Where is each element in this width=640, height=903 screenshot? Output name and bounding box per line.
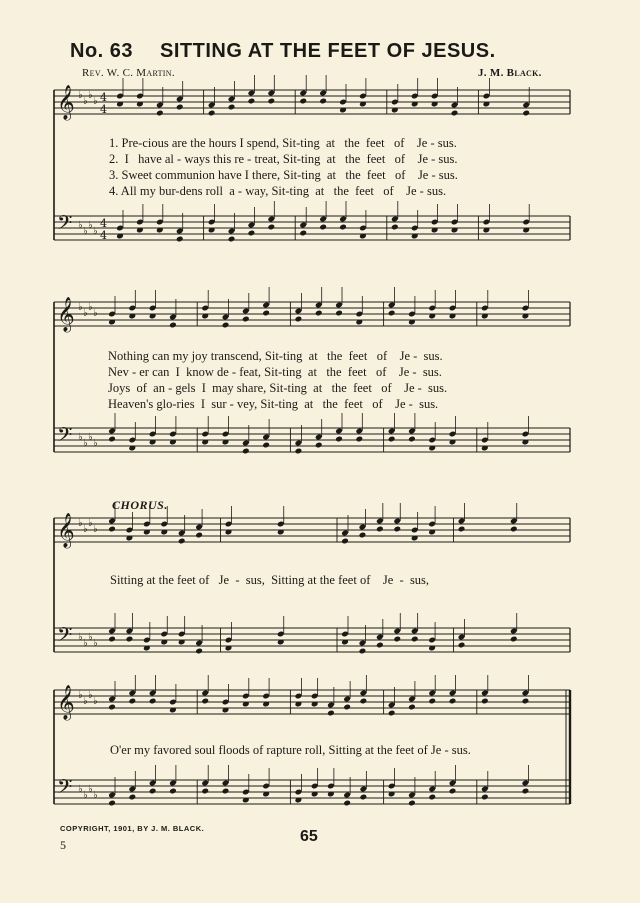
system-3-treble-note	[108, 526, 116, 533]
system-1-flat-sign: ♭	[78, 90, 83, 101]
stanza-2-line: 2. I have al - ways this re - treat, Sit-ting at the feet of Je - sus.	[109, 152, 458, 166]
system-1-treble-note	[156, 110, 164, 117]
system-3-treble-note	[178, 538, 186, 545]
system-1-bass-note	[228, 236, 236, 243]
system-2-flat-sign: ♭	[93, 438, 98, 449]
system-4-bass-note	[522, 788, 530, 795]
system-1-time-signature: 4	[100, 103, 107, 116]
system-4-flat-sign: ♭	[78, 784, 83, 795]
system-1-treble-note	[267, 98, 275, 105]
system-4-treble-note	[408, 704, 416, 711]
system-4-flat-sign: ♭	[88, 784, 93, 795]
system-1-bass-note	[176, 236, 184, 243]
system-3-flat-sign: ♭	[78, 518, 83, 529]
stanza-1-line-2: Nothing can my joy transcend, Sit-ting at the feet of Je - sus.	[108, 349, 443, 363]
chorus-line-2: O'er my favored soul floods of rapture roll, Sitting at the feet of Je - sus.	[110, 743, 471, 757]
system-4-bass-note	[428, 794, 436, 801]
system-3-flat-sign: ♭	[78, 632, 83, 643]
system-4-treble-note	[449, 698, 457, 705]
system-3-flat-sign: ♭	[93, 638, 98, 649]
page-number: 65	[300, 828, 318, 845]
system-2-treble-note	[222, 322, 230, 329]
system-1-treble-clef: 𝄞	[57, 85, 75, 120]
system-4-treble-note	[128, 698, 136, 705]
system-4-flat-sign: ♭	[93, 790, 98, 801]
system-2-treble-clef: 𝄞	[57, 297, 75, 332]
system-4-flat-sign: ♭	[93, 696, 98, 707]
system-4-treble-note	[149, 698, 157, 705]
system-2-flat-sign: ♭	[88, 432, 93, 443]
system-3-treble-note	[376, 526, 384, 533]
system-3-treble-note	[359, 532, 367, 539]
system-1-bass-note	[267, 224, 275, 231]
system-1-treble-note	[522, 110, 530, 117]
system-4-flat-sign: ♭	[88, 690, 93, 701]
system-4-treble-clef: 𝄞	[57, 685, 75, 720]
system-4-bass-note	[222, 788, 230, 795]
stanza-2-line-2: Nev - er can I know de - feat, Sit-ting at the feet of Je - sus.	[108, 365, 442, 379]
system-4-bass-note	[149, 788, 157, 795]
system-1-treble-note	[176, 104, 184, 111]
system-3-flat-sign: ♭	[83, 638, 88, 649]
chorus-label: CHORUS.	[112, 498, 168, 512]
system-4-treble-note	[428, 698, 436, 705]
system-2-treble-note	[335, 310, 343, 317]
system-1-flat-sign: ♭	[88, 220, 93, 231]
system-4-bass-note	[481, 794, 489, 801]
system-4-bass-note	[128, 794, 136, 801]
system-4-treble-note	[360, 698, 368, 705]
composer-credit: J. M. Black.	[478, 67, 542, 79]
hymn-title: SITTING AT THE FEET OF JESUS.	[160, 40, 496, 62]
system-2-flat-sign: ♭	[88, 302, 93, 313]
system-1-treble-note	[299, 98, 307, 105]
system-1-flat-sign: ♭	[83, 226, 88, 237]
system-2-treble-note	[242, 316, 250, 323]
system-4-treble-note	[108, 704, 116, 711]
system-2-bass-note	[108, 436, 116, 443]
lyricist-credit: Rev. W. C. Martin.	[82, 67, 175, 79]
system-3-treble-note	[458, 526, 466, 533]
system-2-bass-note	[335, 436, 343, 443]
signature-mark: 5	[60, 838, 66, 852]
system-1-flat-sign: ♭	[88, 90, 93, 101]
system-4-treble-note	[522, 698, 530, 705]
system-3-treble-note	[195, 532, 203, 539]
copyright-notice: COPYRIGHT, 1901, BY J. M. BLACK.	[60, 824, 205, 833]
system-3-flat-sign: ♭	[88, 518, 93, 529]
system-3-treble-note	[393, 526, 401, 533]
system-4-treble-note	[201, 698, 209, 705]
system-4-bass-note	[449, 788, 457, 795]
system-1-bass-note	[248, 230, 256, 237]
system-2-bass-note	[355, 436, 363, 443]
system-3-bass-note	[393, 636, 401, 643]
system-4-bass-clef: 𝄢	[57, 775, 73, 803]
system-1-bass-note	[299, 230, 307, 237]
system-4-bass-note	[201, 788, 209, 795]
system-3-treble-note	[510, 526, 518, 533]
system-1-bass-clef: 𝄢	[57, 211, 73, 239]
system-1-bass-note	[339, 224, 347, 231]
system-3-bass-clef: 𝄢	[57, 623, 73, 651]
system-3-flat-sign: ♭	[83, 524, 88, 535]
system-2-flat-sign: ♭	[93, 308, 98, 319]
system-1-treble-note	[228, 104, 236, 111]
system-4-bass-note	[408, 800, 416, 807]
system-1-treble-note	[319, 98, 327, 105]
system-1-bass-note	[319, 224, 327, 231]
hymn-number: No. 63	[70, 40, 134, 62]
system-1-treble-note	[451, 110, 459, 117]
stanza-3-line: 3. Sweet communion have I there, Sit-ting at the feet of Je - sus.	[109, 168, 458, 182]
system-1-treble-note	[208, 110, 216, 117]
system-4-flat-sign: ♭	[83, 790, 88, 801]
system-2-treble-note	[169, 322, 177, 329]
system-1-flat-sign: ♭	[78, 220, 83, 231]
system-3-bass-note	[376, 642, 384, 649]
system-2-bass-note	[242, 448, 250, 455]
system-3-bass-note	[411, 636, 419, 643]
system-4-treble-note	[388, 710, 396, 717]
system-3-flat-sign: ♭	[93, 524, 98, 535]
system-2-flat-sign: ♭	[83, 308, 88, 319]
system-1-flat-sign: ♭	[93, 226, 98, 237]
system-3-bass-note	[126, 636, 134, 643]
system-1-treble-note	[248, 98, 256, 105]
system-4-bass-note	[360, 794, 368, 801]
system-2-treble-note	[295, 316, 303, 323]
system-3-bass-note	[108, 636, 116, 643]
system-1-flat-sign: ♭	[83, 96, 88, 107]
system-3-treble-clef: 𝄞	[57, 513, 75, 548]
system-2-treble-note	[315, 310, 323, 317]
system-2-bass-clef: 𝄢	[57, 423, 73, 451]
chorus-line-1: Sitting at the feet of Je - sus, Sitting at the feet of Je - sus,	[110, 573, 430, 587]
system-1-time-signature: 4	[100, 91, 107, 104]
system-1-flat-sign: ♭	[93, 96, 98, 107]
system-3-bass-note	[510, 636, 518, 643]
stanza-4-line-2: Heaven's glo-ries I sur - vey, Sit-ting at the feet of Je - sus.	[108, 397, 439, 411]
system-2-bass-note	[295, 448, 303, 455]
system-2-treble-note	[388, 310, 396, 317]
system-4-bass-note	[108, 800, 116, 807]
system-3-treble-note	[341, 538, 349, 545]
system-2-bass-note	[262, 442, 270, 449]
stanza-3-line-2: Joys of an - gels I may share, Sit-ting at the feet of Je - sus.	[108, 381, 448, 395]
system-1-bass-note	[391, 224, 399, 231]
system-4-treble-note	[327, 710, 335, 717]
system-2-bass-note	[388, 436, 396, 443]
system-3-bass-note	[359, 648, 367, 655]
system-2-flat-sign: ♭	[83, 438, 88, 449]
system-2-treble-note	[262, 310, 270, 317]
system-2-bass-note	[315, 442, 323, 449]
system-4-treble-note	[481, 698, 489, 705]
system-4-flat-sign: ♭	[78, 690, 83, 701]
system-2-flat-sign: ♭	[78, 432, 83, 443]
system-4-treble-note	[343, 704, 351, 711]
stanza-4-line: 4. All my bur-dens roll a - way, Sit-ting at the feet of Je - sus.	[109, 184, 447, 198]
system-3-flat-sign: ♭	[88, 632, 93, 643]
system-4-bass-note	[343, 800, 351, 807]
system-1-time-signature: 4	[100, 229, 107, 242]
stanza-1-line: 1. Pre-cious are the hours I spend, Sit-ting at the feet of Je - sus.	[109, 136, 457, 150]
system-2-bass-note	[408, 436, 416, 443]
system-1-time-signature: 4	[100, 217, 107, 230]
system-2-flat-sign: ♭	[78, 302, 83, 313]
system-4-bass-note	[169, 788, 177, 795]
system-4-flat-sign: ♭	[83, 696, 88, 707]
system-3-bass-note	[195, 648, 203, 655]
system-3-bass-note	[458, 642, 466, 649]
